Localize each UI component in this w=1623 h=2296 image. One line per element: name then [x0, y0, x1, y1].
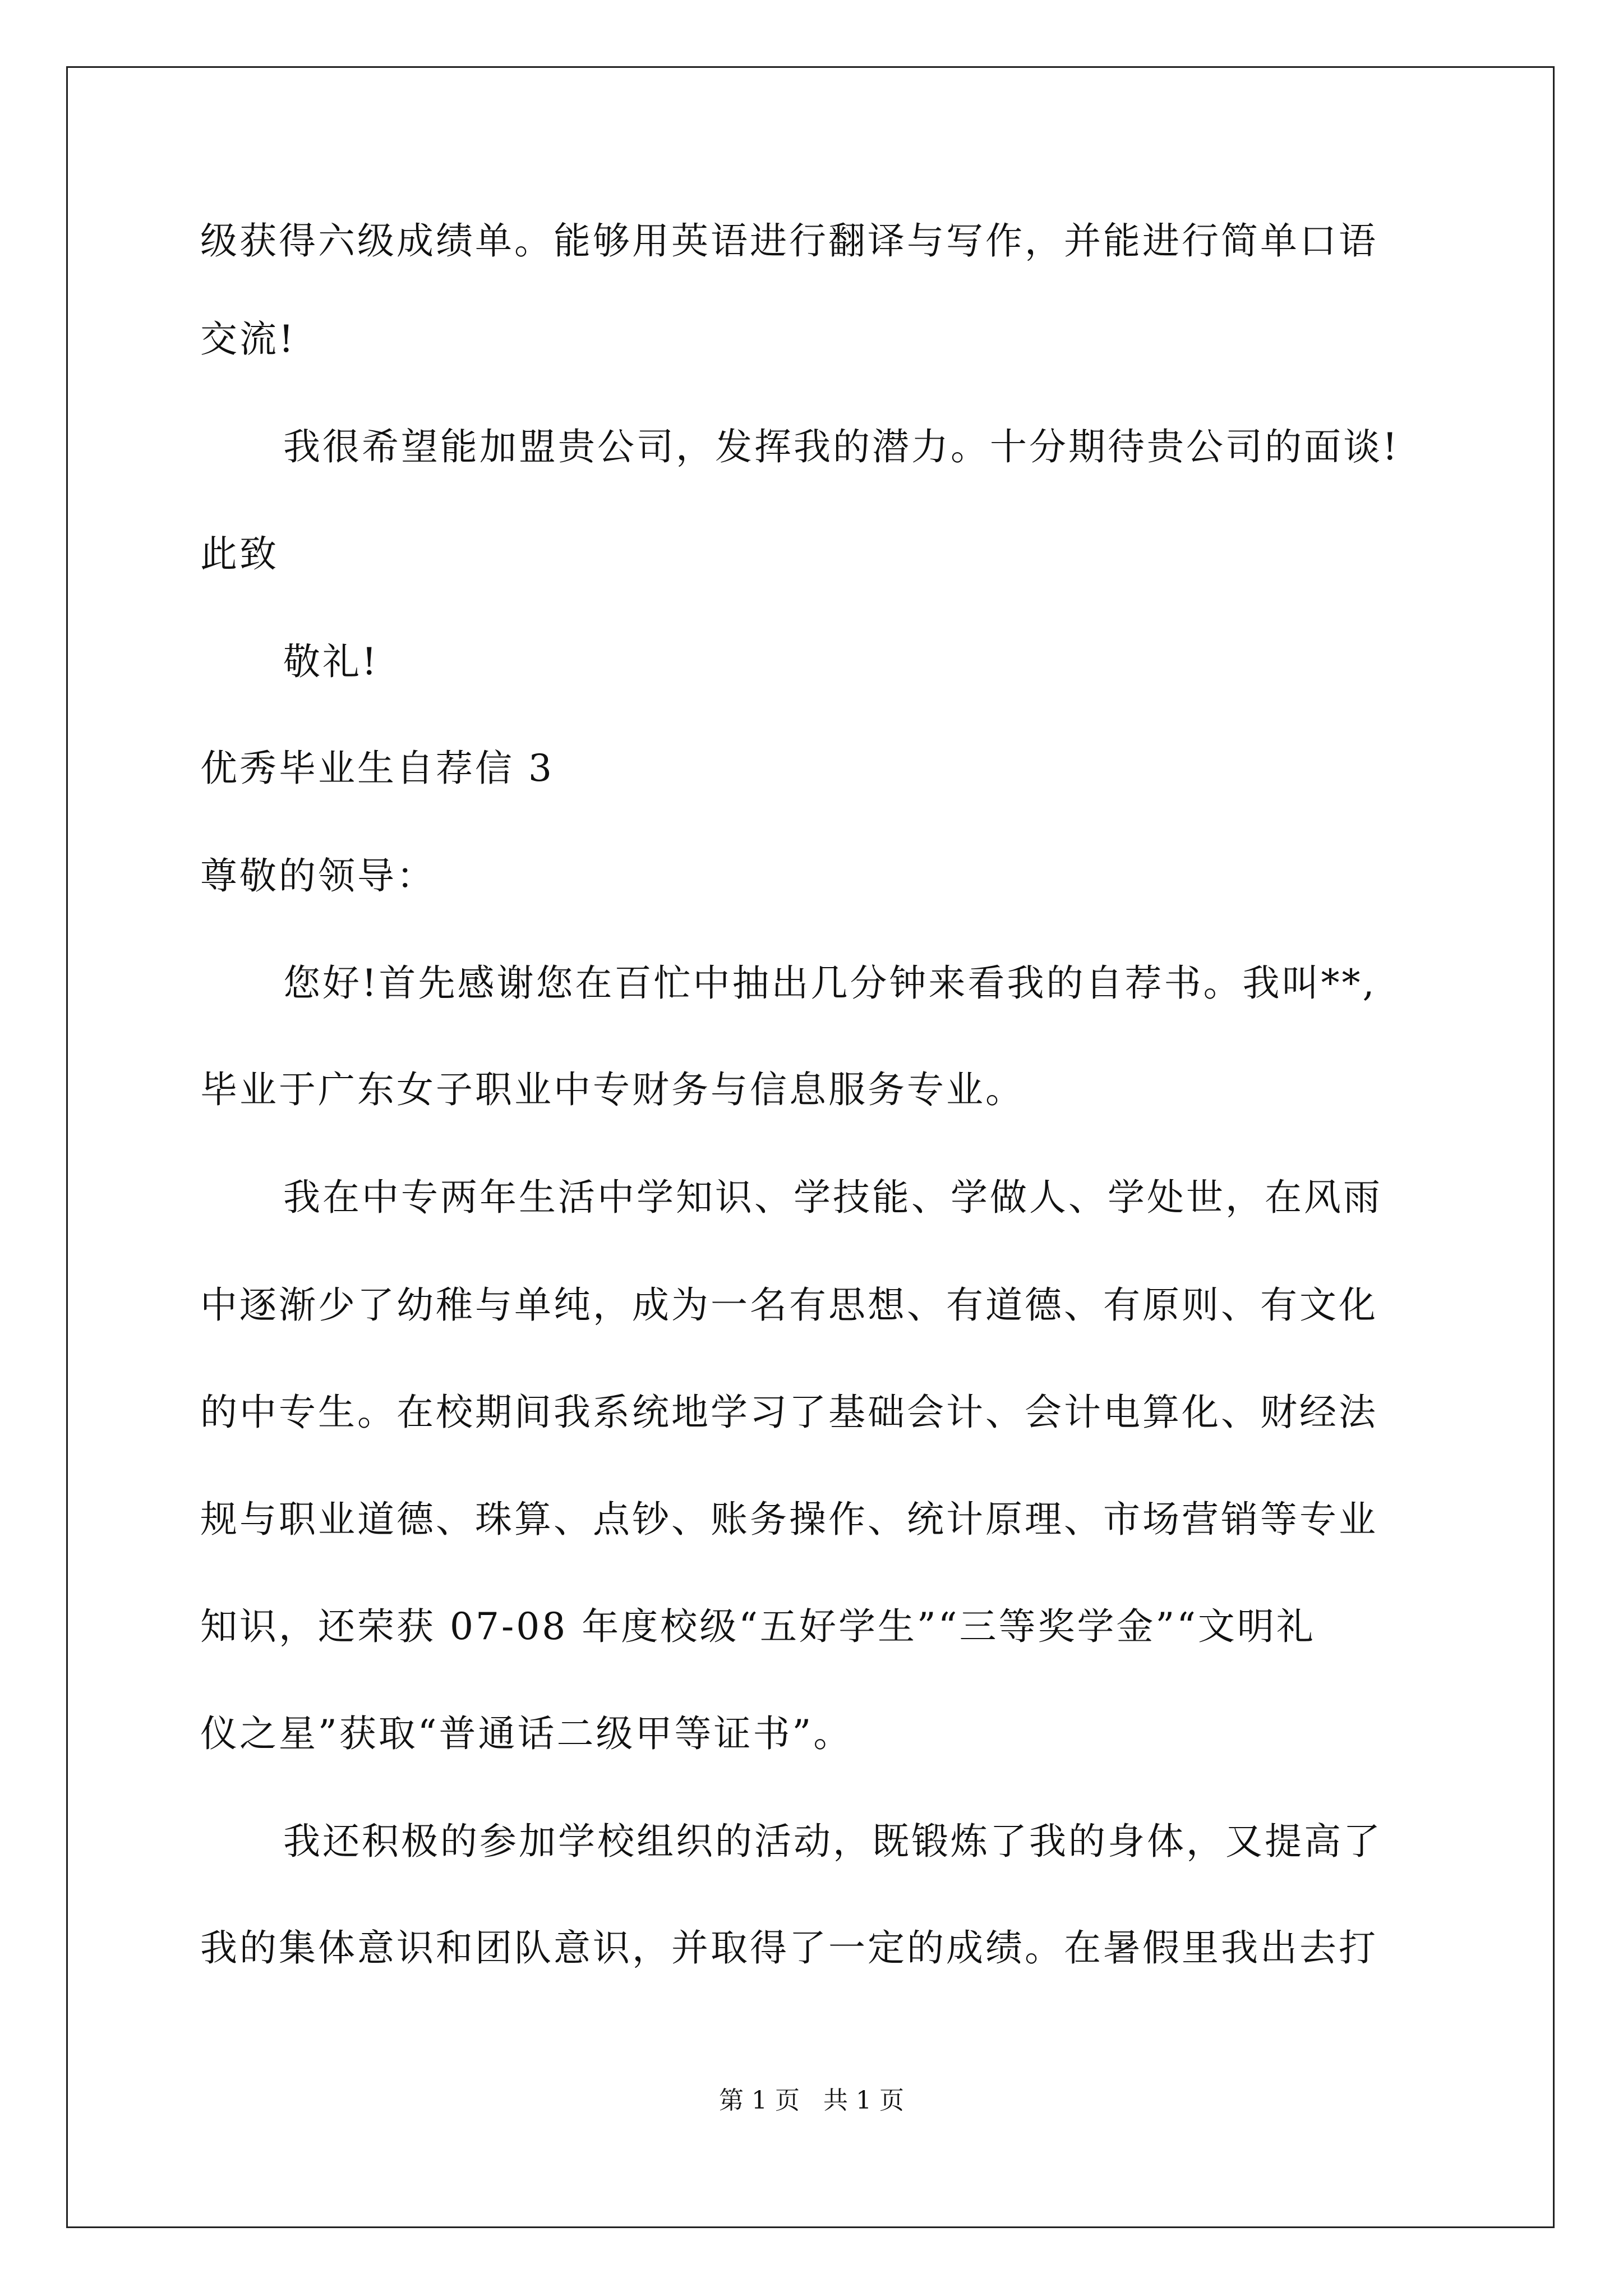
- letter-heading: 优秀毕业生自荐信 3: [200, 747, 554, 790]
- body-text-line: 仪之星”获取“普通话二级甲等证书”。: [200, 1712, 853, 1755]
- body-text-line: 交流!: [200, 318, 296, 361]
- body-text-line: 我在中专两年生活中学知识、学技能、学做人、学处世，在风雨: [283, 1176, 1382, 1219]
- body-text-line: 您好!首先感谢您在百忙中抽出几分钟来看我的自荐书。我叫**,: [283, 961, 1377, 1005]
- body-text-line: 我很希望能加盟贵公司，发挥我的潜力。十分期待贵公司的面谈!: [283, 425, 1400, 468]
- body-text-line: 我还积极的参加学校组织的活动，既锻炼了我的身体，又提高了: [283, 1820, 1382, 1863]
- body-text-line: 我的集体意识和团队意识，并取得了一定的成绩。在暑假里我出去打: [200, 1926, 1378, 1970]
- body-text-line: 规与职业道德、珠算、点钞、账务操作、统计原理、市场营销等专业: [200, 1498, 1378, 1541]
- page-border: [66, 66, 1555, 2228]
- body-text-line: 级获得六级成绩单。能够用英语进行翻译与写作，并能进行简单口语: [200, 219, 1378, 263]
- page-footer: 第 1 页 共 1 页: [719, 2086, 904, 2115]
- closing-phrase: 此致: [200, 532, 279, 576]
- body-text-line: 的中专生。在校期间我系统地学习了基础会计、会计电算化、财经法: [200, 1391, 1378, 1434]
- body-text-line: 中逐渐少了幼稚与单纯，成为一名有思想、有道德、有原则、有文化: [200, 1283, 1378, 1327]
- closing-salute: 敬礼!: [283, 640, 379, 683]
- body-text-line: 毕业于广东女子职业中专财务与信息服务专业。: [200, 1068, 1025, 1111]
- body-text-line: 知识，还荣获 07-08 年度校级“五好学生”“三等奖学金”“文明礼: [200, 1605, 1316, 1648]
- salutation: 尊敬的领导：: [200, 854, 436, 898]
